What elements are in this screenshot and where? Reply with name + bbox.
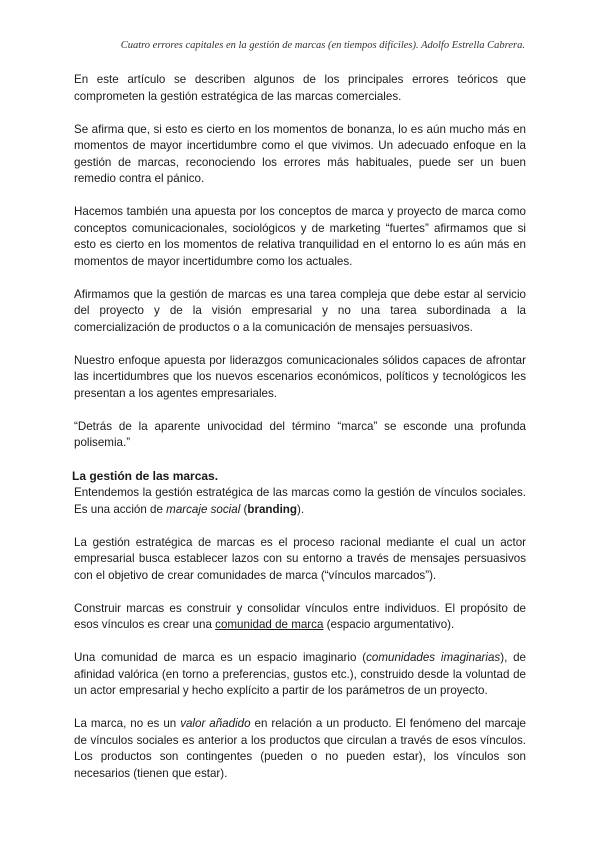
paragraph-complex-task: Afirmamos que la gestión de marcas es una tarea compleja que debe estar al servicio del proyecto y de la visión empresarial y no una tarea subordinada a la comercialización de productos o a la comunicación de mensajes persuasivos. (74, 287, 526, 334)
text-run: Construir marcas es construir y consolidar vínculos entre individuos. El propósito de esos vínculos es crear una (74, 601, 526, 631)
document-body (74, 72, 526, 799)
section-paragraph-process: La gestión estratégica de marcas es el proceso racional mediante el cual un actor empresarial busca establecer lazos con su entorno a través de mensajes persuasivos con el objetivo de crear comunidades de marca (“vínculos marcados”). (74, 535, 526, 582)
text-run: (espacio argumentativo). (323, 618, 455, 631)
strong-branding: branding (247, 502, 297, 516)
section-paragraph-added-value (74, 716, 526, 782)
text-run: Una comunidad de marca es un espacio imaginario ( (74, 651, 367, 664)
emphasis-valor-anadido: valor añadido (180, 717, 251, 730)
emphasis-comunidades-imaginarias: comunidades imaginarias (366, 651, 501, 664)
text-run: ), de afinidad valórica (en torno a preferencias, gustos etc.), construido desde la voluntad de un actor empresarial y hecho explícito a partir de los parámetros de un proyecto. (74, 651, 527, 697)
emphasis-marcaje-social: marcaje social (166, 502, 241, 516)
text-run: La marca, no es un (74, 717, 181, 730)
text-run: en relación a un producto. El fenómeno del marcaje de vínculos sociales es anterior a los productos que circulan a través de esos vínculos. Los productos son contingentes (pueden o no pueden estar), los vínculos son necesarios (tienen que estar). (74, 717, 526, 780)
text-run: Entendemos la gestión estratégica de las marcas como la gestión de vínculos sociales. Es una acción de (74, 486, 526, 516)
paragraph-intro: En este artículo se describen algunos de los principales errores teóricos que comprometen la gestión estratégica de las marcas comerciales. (74, 73, 526, 103)
section-paragraph-community (74, 650, 526, 700)
paragraph-quote: “Detrás de la aparente univocidad del término “marca” se esconde una profunda polisemia.” (74, 419, 526, 449)
text-run: ). (296, 502, 305, 516)
paragraph-bonanza: Se afirma que, si esto es cierto en los momentos de bonanza, lo es aún mucho más en momentos de mayor incertidumbre como el que vivimos. Un adecuado enfoque en la gestión de marcas, reconociendo los errores más habituales, puede ser un buen remedio contra el pánico. (74, 122, 526, 185)
section-heading: La gestión de las marcas. (72, 469, 219, 483)
section-paragraph-definition (74, 485, 526, 518)
paragraph-concepts: Hacemos también una apuesta por los conceptos de marca y proyecto de marca como conceptos comunicacionales, sociológicos y de marketing “fuertes” afirmamos que si esto es cierto en los momentos de relativa tranquilidad en el entorno lo es aún más en momentos de mayor incertidumbre como los actuales. (74, 205, 526, 268)
running-header: Cuatro errores capitales en la gestión de marcas (en tiempos difíciles). Adolfo Estrella Cabrera. (120, 40, 525, 51)
paragraph-leadership: Nuestro enfoque apuesta por liderazgos comunicacionales sólidos capaces de afrontar las incertidumbres que los nuevos escenarios económicos, políticos y tecnológicos les presentan a los agentes empresariales. (74, 353, 526, 400)
section-paragraph-build-brands (74, 601, 526, 634)
underlined-comunidad-de-marca: comunidad de marca (215, 618, 324, 631)
text-run: ( (240, 502, 248, 516)
